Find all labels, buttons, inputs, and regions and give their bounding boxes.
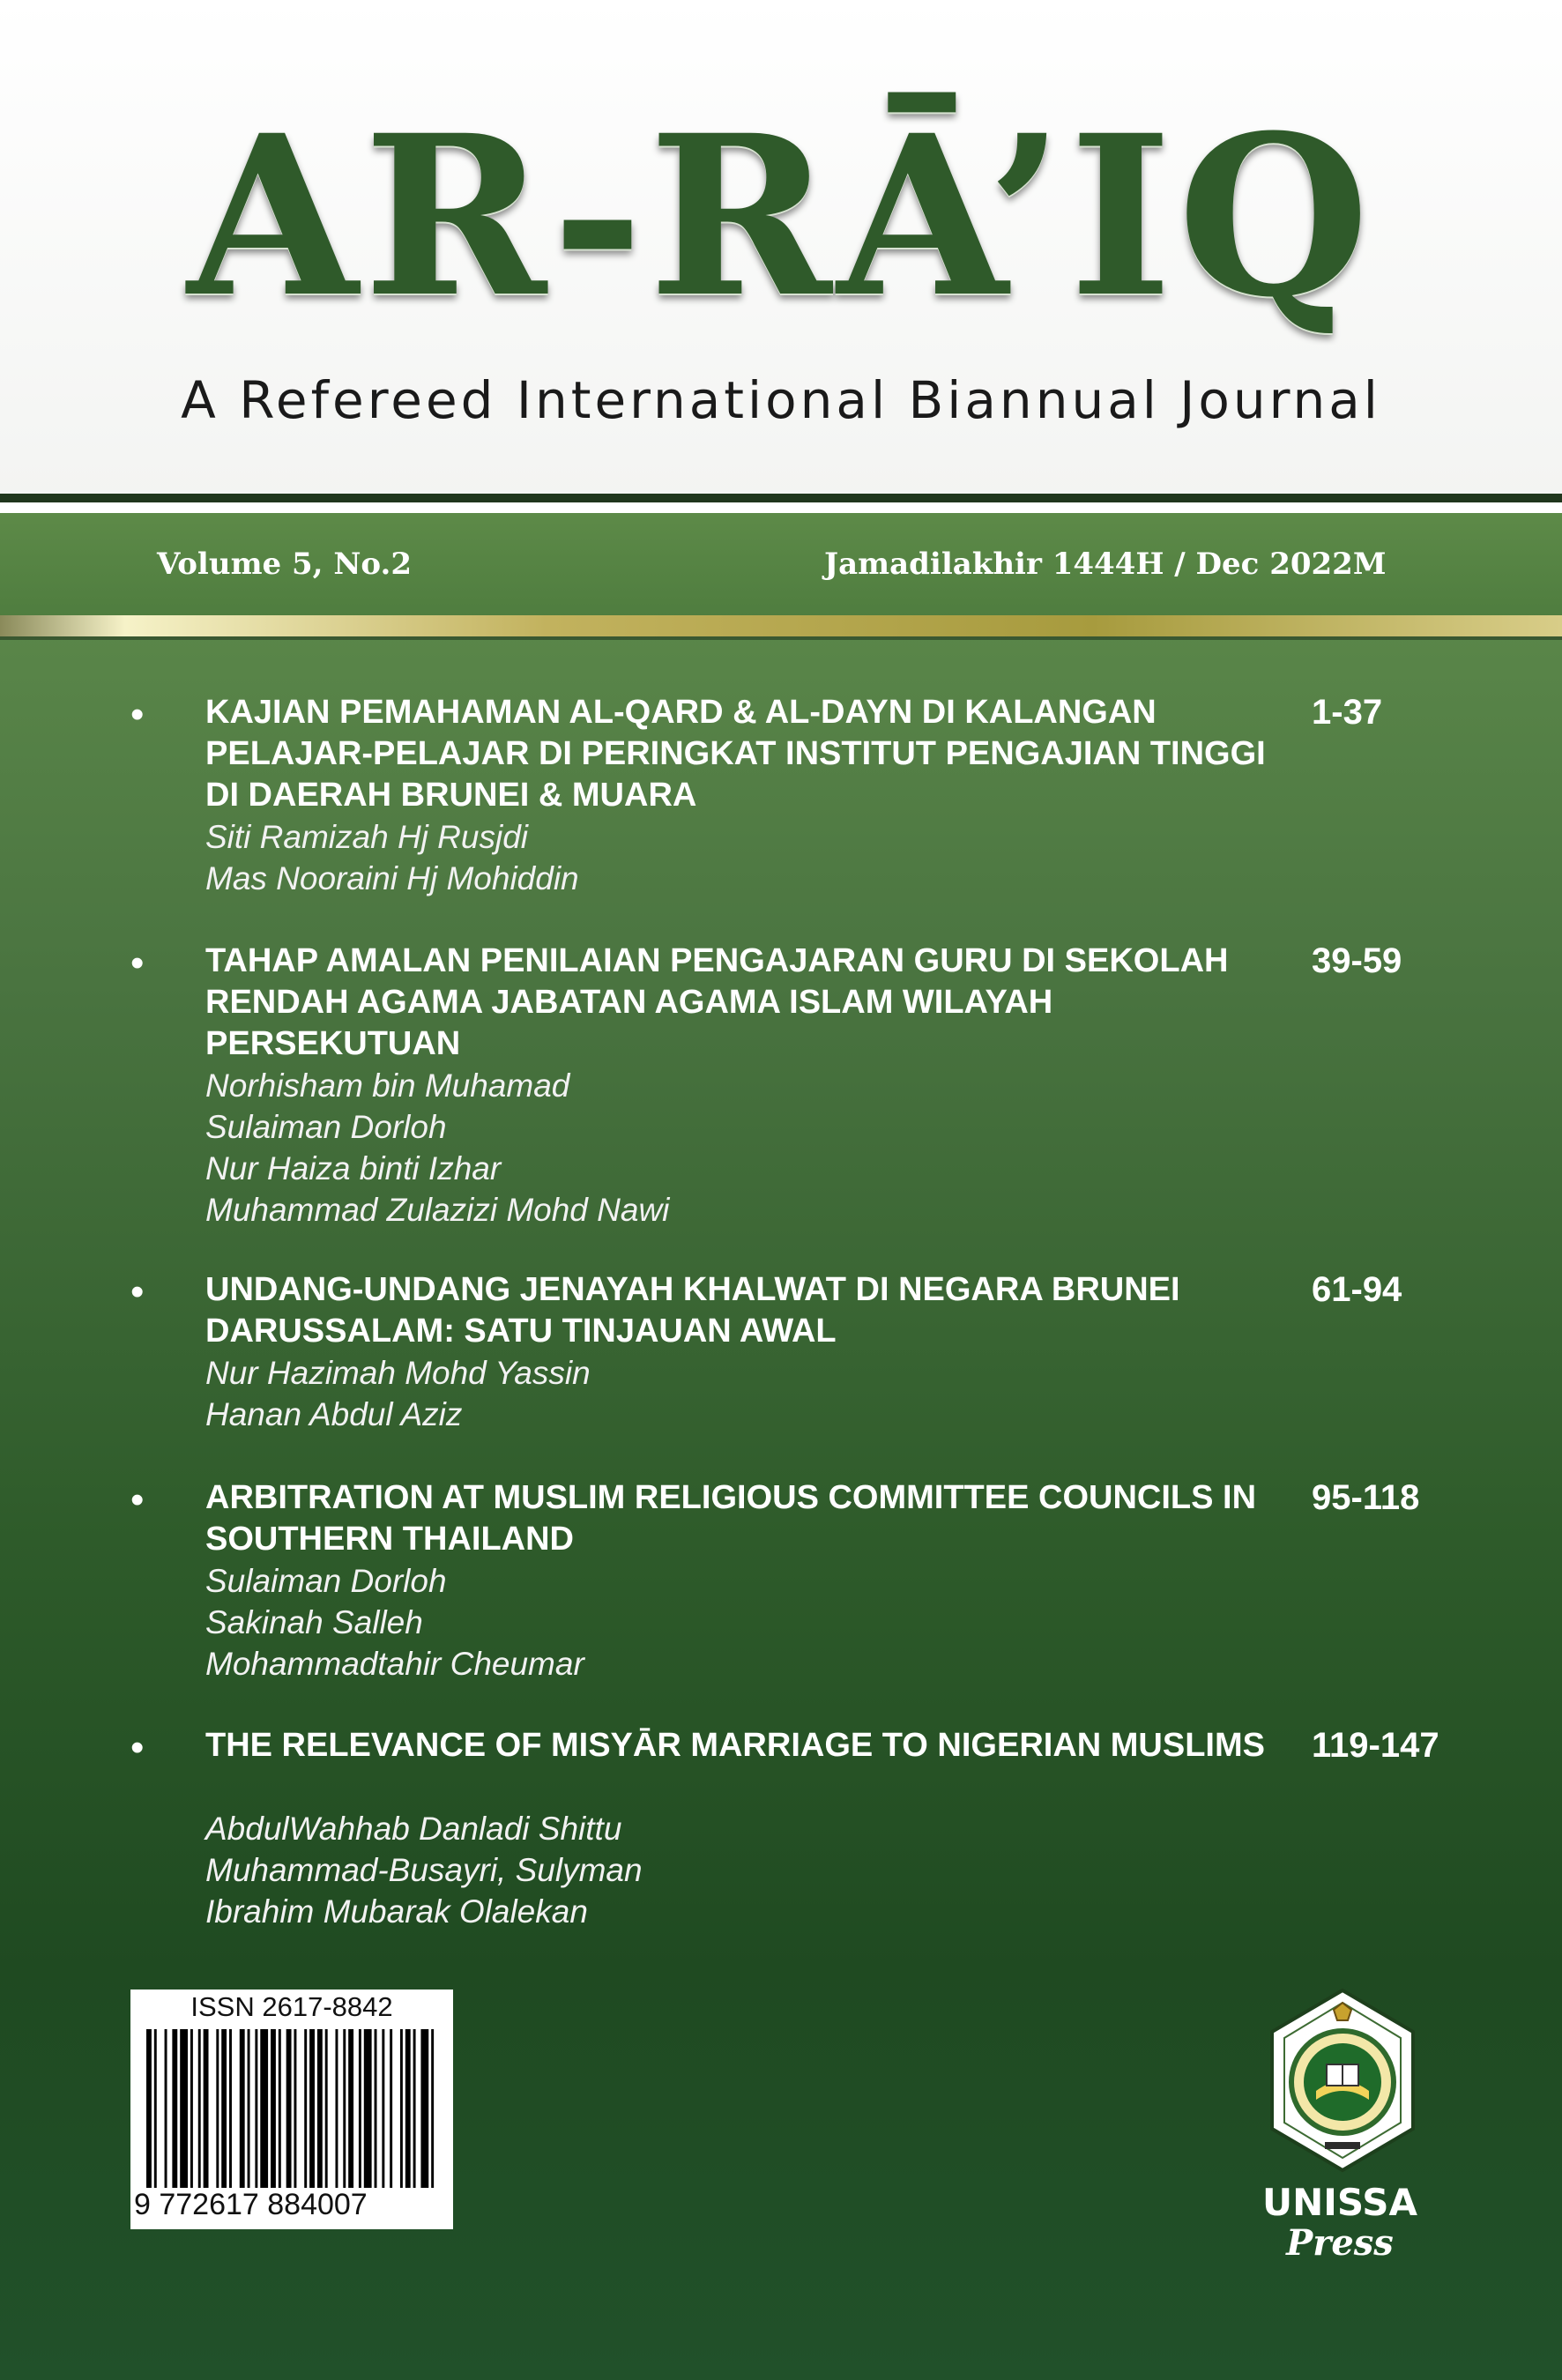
barcode-bar xyxy=(420,2029,428,2188)
barcode-number: 9 772617 884007 xyxy=(134,2188,368,2221)
bullet-icon: • xyxy=(130,1726,145,1769)
article-authors xyxy=(205,1352,1290,1435)
barcode-bar xyxy=(400,2029,403,2188)
barcode-bar xyxy=(279,2029,281,2188)
article-authors xyxy=(205,1808,1290,1932)
issue-date: Jamadilakhir 1444H / Dec 2022M xyxy=(824,547,1387,582)
barcode-bar xyxy=(309,2029,315,2188)
barcode-bar xyxy=(216,2029,219,2188)
barcode-bar xyxy=(405,2029,411,2188)
barcode-bar xyxy=(375,2029,377,2188)
author-name: Mohammadtahir Cheumar xyxy=(205,1646,584,1682)
journal-title: AR-RĀ’IQ xyxy=(187,86,1375,346)
publisher-press: Press xyxy=(1286,2222,1394,2264)
barcode-bar xyxy=(413,2029,416,2188)
bullet-icon: • xyxy=(130,693,145,736)
barcode-bar xyxy=(335,2029,338,2188)
barcode-bar xyxy=(154,2029,157,2188)
article-pages: 95-118 xyxy=(1312,1478,1420,1517)
article-title: ARBITRATION AT MUSLIM RELIGIOUS COMMITTEE COUNCILS IN SOUTHERN THAILAND xyxy=(205,1479,1257,1558)
gold-divider-shadow xyxy=(0,636,1562,640)
unissa-emblem-icon xyxy=(1263,1983,1422,2177)
author-name: Ibrahim Mubarak Olalekan xyxy=(205,1893,588,1930)
publisher-name: UNISSA xyxy=(1262,2181,1417,2224)
author-name: Sakinah Salleh xyxy=(205,1604,423,1640)
barcode-bar xyxy=(165,2029,167,2188)
bullet-icon: • xyxy=(130,1270,145,1313)
article-title: THE RELEVANCE OF MISYĀR MARRIAGE TO NIGERIAN MUSLIMS xyxy=(205,1727,1265,1764)
article-pages: 119-147 xyxy=(1312,1726,1439,1765)
barcode-bar xyxy=(260,2029,268,2188)
article-title: KAJIAN PEMAHAMAN AL-QARD & AL-DAYN DI KALANGAN PELAJAR-PELAJAR DI PERINGKAT INSTITUT PENGAJIAN TINGGI DI DAERAH BRUNEI & MUARA xyxy=(205,694,1266,814)
barcode-bar xyxy=(325,2029,328,2188)
barcode-bar xyxy=(204,2029,209,2188)
author-name: Hanan Abdul Aziz xyxy=(205,1396,463,1432)
barcode-bar xyxy=(255,2029,257,2188)
article-authors xyxy=(205,1560,1290,1685)
author-name: Muhammad Zulazizi Mohd Nawi xyxy=(205,1192,670,1228)
author-name: AbdulWahhab Danladi Shittu xyxy=(205,1811,622,1847)
header-divider xyxy=(0,494,1562,502)
barcode-bar xyxy=(364,2029,372,2188)
barcode-bar xyxy=(390,2029,392,2188)
barcode-bar xyxy=(221,2029,227,2188)
gold-divider xyxy=(0,615,1562,636)
article-pages: 39-59 xyxy=(1312,941,1402,980)
barcode-bars xyxy=(146,2029,439,2188)
journal-subtitle: A Refereed International Biannual Journal xyxy=(181,370,1381,430)
barcode-bar xyxy=(343,2029,346,2188)
barcode-bar xyxy=(180,2029,188,2188)
volume-label: Volume 5, No.2 xyxy=(157,547,412,582)
barcode-bar xyxy=(317,2029,323,2188)
barcode-bar xyxy=(271,2029,276,2188)
author-name: Sulaiman Dorloh xyxy=(205,1563,447,1599)
author-name: Nur Haiza binti Izhar xyxy=(205,1150,502,1186)
article-pages: 1-37 xyxy=(1312,693,1383,732)
article-pages: 61-94 xyxy=(1312,1270,1402,1309)
barcode-bar xyxy=(190,2029,193,2188)
barcode-bar xyxy=(240,2029,245,2188)
barcode-bar xyxy=(382,2029,384,2188)
barcode-bar xyxy=(229,2029,232,2188)
article-title: UNDANG-UNDANG JENAYAH KHALWAT DI NEGARA BRUNEI DARUSSALAM: SATU TINJAUAN AWAL xyxy=(205,1271,1180,1350)
author-name: Mas Nooraini Hj Mohiddin xyxy=(205,860,579,896)
bullet-icon: • xyxy=(130,1478,145,1521)
author-name: Nur Hazimah Mohd Yassin xyxy=(205,1355,591,1391)
barcode-bar xyxy=(294,2029,296,2188)
barcode-bar xyxy=(198,2029,201,2188)
header-divider-light xyxy=(0,502,1562,513)
article-authors xyxy=(205,1065,1290,1231)
article-authors xyxy=(205,816,1290,899)
barcode-bar xyxy=(431,2029,434,2188)
author-name: Muhammad-Busayri, Sulyman xyxy=(205,1852,643,1888)
author-name: Norhisham bin Muhamad xyxy=(205,1067,570,1104)
barcode-bar xyxy=(359,2029,361,2188)
barcode-bar xyxy=(146,2029,152,2188)
barcode-bar xyxy=(304,2029,307,2188)
article-title: TAHAP AMALAN PENILAIAN PENGAJARAN GURU DI SEKOLAH RENDAH AGAMA JABATAN AGAMA ISLAM WILAYAH PERSEKUTUAN xyxy=(205,942,1229,1062)
barcode-bar xyxy=(348,2029,353,2188)
author-name: Siti Ramizah Hj Rusjdi xyxy=(205,819,528,855)
bullet-icon: • xyxy=(130,941,145,985)
barcode-bar xyxy=(172,2029,177,2188)
author-name: Sulaiman Dorloh xyxy=(205,1109,447,1145)
barcode-bar xyxy=(248,2029,250,2188)
barcode xyxy=(130,1990,453,2229)
issn-label: ISSN 2617-8842 xyxy=(190,1991,393,2022)
barcode-bar xyxy=(286,2029,292,2188)
